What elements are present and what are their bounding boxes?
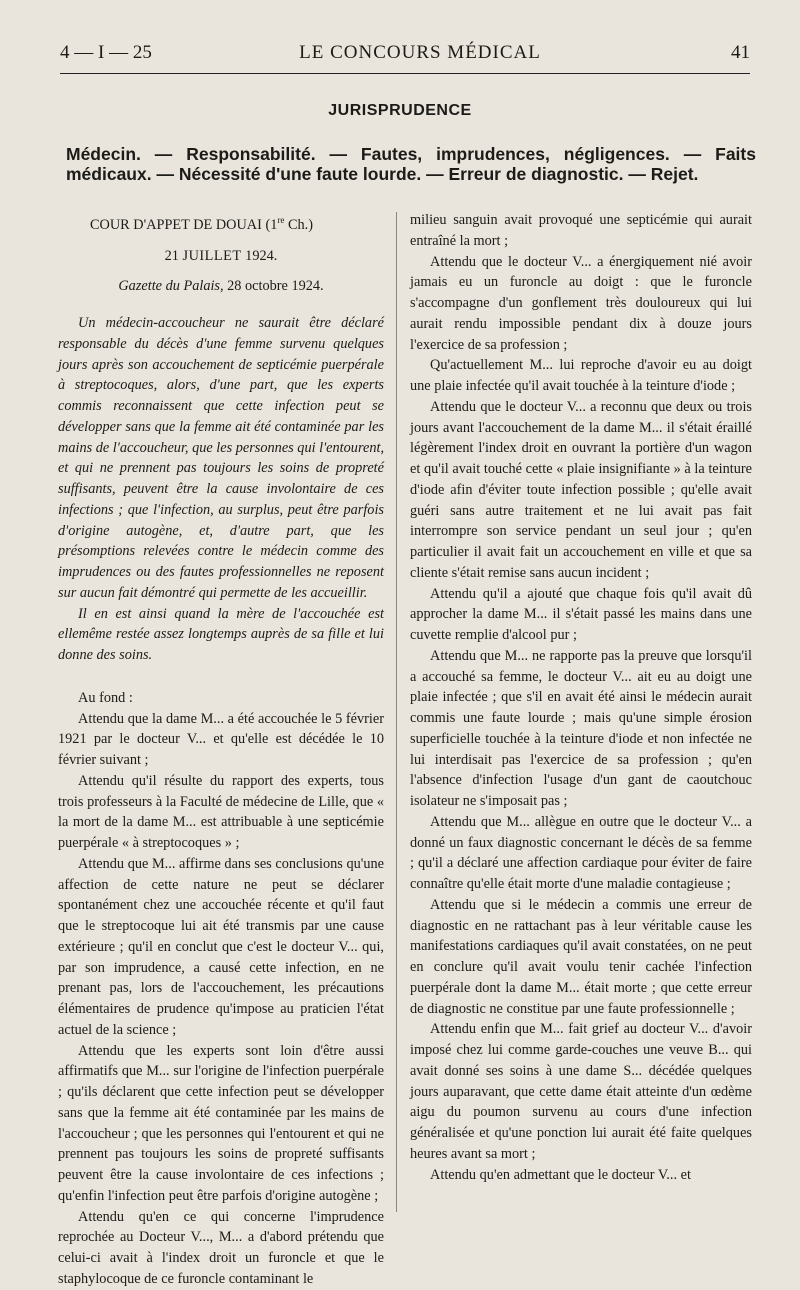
body-paragraph: Attendu que M... ne rapporte pas la preuve que lorsqu'il a accouché sa femme, le docteur V... ait eu au doigt une plaie infectée ; que s'il en avait été ainsi le médecin aurait commis une faute lourde ; mais qu'une simple érosion superficielle touchée à la teinture d'iode et non infectée ne lui interdisait pas l'exercice de sa profession ; qu'en l'absence d'infection l'usage d'un gant de caoutchouc isolateur ne s'imposait pas ; bbox=[410, 647, 752, 809]
body-paragraph: Qu'actuellement M... lui reproche d'avoir eu au doigt une plaie infectée qu'il avait touchée à la teinture d'iode ; bbox=[410, 357, 752, 394]
body-paragraph: Attendu enfin que M... fait grief au docteur V... d'avoir imposé chez lui comme garde-couches une veuve B... qui avait donné ses soins à une dame S... décédée quelques jours auparavant, que cette dame était atteinte d'un œdème aigu du poumon survenu au cours d'une infection généralisée et qu'une ponction lui aurait été faite quelques heures avant sa mort ; bbox=[410, 1021, 752, 1162]
header-rule bbox=[60, 73, 750, 74]
body-paragraph: Attendu que M... affirme dans ses conclusions qu'une affection de cette nature ne peut se déclarer spontanément chez une accouchée récente et qu'il faut que le streptocoque lui ait été transmis par une cause extérieure ; qu'il en conclut que c'est le docteur V... qui, par son imprudence, a causé cette infection, en ne prenant pas, lors de l'accouchement, les précautions élémentaires de prudence qu'impose au praticien l'état actuel de la science ; bbox=[58, 855, 384, 1038]
section-title: JURISPRUDENCE bbox=[328, 102, 472, 119]
body-paragraph: Attendu qu'en admettant que le docteur V... et bbox=[430, 1166, 691, 1183]
article-headline: Médecin. — Responsabilité. — Fautes, imprudences, négligences. — Faits médicaux. — Nécessité d'une faute lourde. — Erreur de diagnostic. — Rejet. bbox=[66, 144, 756, 184]
court-line: COUR D'APPET DE DOUAI (1re Ch.) bbox=[90, 215, 313, 233]
body-paragraph: milieu sanguin avait provoqué une septicémie qui aurait entraîné la mort ; bbox=[410, 212, 752, 249]
abstract-paragraph: Il en est ainsi quand la mère de l'accouchée est ellemême restée assez longtemps auprès de sa fille et lui donne des soins. bbox=[58, 605, 384, 664]
decision-date: 21 JUILLET 1924. bbox=[164, 247, 278, 264]
body-paragraph: Attendu que M... allègue en outre que le docteur V... a donné un faux diagnostic concernant le décès de sa femme ; qu'il a déclaré une affection cardiaque pour éviter de faire connaître qu'elle était morte d'une maladie contagieuse ; bbox=[410, 813, 752, 892]
body-paragraph: Attendu que le docteur V... a énergiquement nié avoir jamais eu un furoncle au doigt : que le furoncle s'accompagne d'un gonflement très douloureux qui lui aurait rendu impossible pendant dix à douze jours l'exercice de sa profession ; bbox=[410, 253, 752, 353]
body-paragraph: Attendu qu'il résulte du rapport des experts, tous trois professeurs à la Faculté de médecine de Lille, que « la mort de la dame M... est attribuable à une septicémie puerpérale « à streptocoques » ; bbox=[58, 772, 384, 852]
column-divider bbox=[396, 212, 397, 1212]
abstract-paragraph: Un médecin-accoucheur ne saurait être déclaré responsable du décès d'une femme survenu quelques jours après son accouchement de septicémie puerpérale à streptocoques, alors, d'une part, que les experts commis reconnaissent que cette infection peut se développer sans que la femme ait été contaminée par les mains de l'accoucheur, que les personnes qui l'entourent, et qui ne prennent pas toujours les soins de propreté suffisants, peuvent être la cause involontaire de ces infections ; que l'infection, au surplus, peut être parfois d'origine autogène, et, d'autre part, que les présomptions relevées contre le médecin comme des imprudences ou des fautes professionnelles ne reposent sur aucun fait démontré qui permette de les accueillir. bbox=[58, 315, 385, 601]
journal-title: LE CONCOURS MÉDICAL bbox=[299, 42, 541, 63]
page-number: 41 bbox=[731, 42, 750, 63]
running-head bbox=[60, 38, 750, 68]
source-citation: Gazette du Palais, 28 octobre 1924. bbox=[118, 278, 324, 295]
right-column bbox=[410, 210, 752, 1185]
body-paragraph: Attendu que le docteur V... a reconnu que deux ou trois jours avant l'accouchement de la dame M... il s'était éraillé légèrement l'index droit en ouvrant la portière d'un wagon et qu'il avait touché cette « plaie insignifiante » à la teinture d'iode afin d'éviter toute infection possible ; qu'elle avait guéri sans autre traitement et ne lui avait pas fait interrompre son service pendant un seul jour ; qu'en particulier il avait fait un accouchement en ville et que sa cliente s'était remise sans aucun incident ; bbox=[410, 398, 752, 581]
body-paragraph: Attendu que si le médecin a commis une erreur de diagnostic en ne rattachant pas à leur véritable cause les manifestations cardiaques qu'il avait constatées, on ne peut en conclure qu'il avait voulu tenir cachée l'infection puerpérale dont la dame M... était morte ; que cette erreur de diagnostic ne constitue par une faute professionnelle ; bbox=[410, 896, 752, 1017]
left-column bbox=[58, 210, 384, 1290]
issue-date: 4 — I — 25 bbox=[60, 42, 152, 63]
body-paragraph: Attendu que les experts sont loin d'être aussi affirmatifs que M... sur l'origine de l'infection puerpérale ; qu'ils déclarent que cette infection peut se développer sans que la femme ait été contaminée par les mains de l'accoucheur ; que les personnes qui l'entourent et qui ne prennent pas toujours les soins de propreté suffisants peuvent être la cause involontaire de ces infections ; qu'enfin l'infection peut être parfois d'origine autogène ; bbox=[58, 1042, 384, 1204]
body-paragraph: Attendu qu'en ce qui concerne l'imprudence reprochée au Docteur V..., M... a d'abord prétendu que celui-ci avait à l'index droit un furoncle et que le staphylocoque de ce furoncle contaminant le bbox=[58, 1208, 384, 1287]
body-paragraph: Attendu qu'il a ajouté que chaque fois qu'il avait dû approcher la dame M... il s'était passé les mains dans une cuvette remplie d'alcool pur ; bbox=[410, 585, 752, 643]
body-paragraph: Au fond : bbox=[78, 689, 133, 706]
body-paragraph: Attendu que la dame M... a été accouchée le 5 février 1921 par le docteur V... et qu'elle est décédée le 10 février suivant ; bbox=[58, 710, 384, 769]
